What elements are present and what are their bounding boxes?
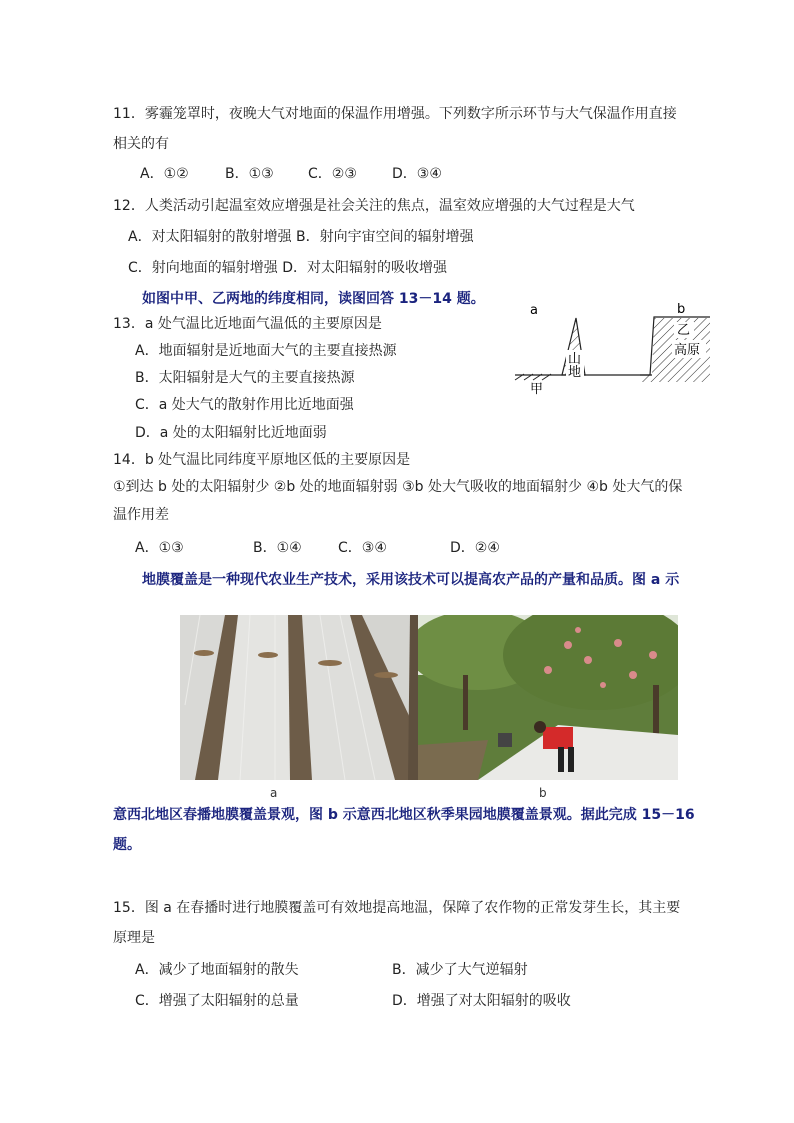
- q11-option-c: C．②③: [308, 166, 357, 182]
- intro-13-14: 如图中甲、乙两地的纬度相同，读图回答 13－14 题。: [142, 291, 485, 307]
- intro-15-16-line1: 地膜覆盖是一种现代农业生产技术，采用该技术可以提高农产品的产量和品质。图 a 示: [142, 572, 680, 588]
- diagram-label-a: a: [530, 303, 538, 318]
- diagram-label-b: b: [677, 302, 686, 317]
- q12-options-line1: A．对太阳辐射的散射增强 B．射向宇宙空间的辐射增强: [128, 229, 474, 245]
- q14-option-b: B．①④: [253, 540, 302, 556]
- intro-15-16-line2: 意西北地区春播地膜覆盖景观，图 b 示意西北地区秋季果园地膜覆盖景观。据此完成 15－16: [113, 807, 695, 823]
- intro-15-16-line3: 题。: [113, 837, 141, 853]
- q13-option-d: D．a 处的太阳辐射比近地面弱: [135, 425, 327, 441]
- q15-stem-line2: 原理是: [113, 930, 155, 946]
- q14-option-c: C．③④: [338, 540, 387, 556]
- q13-option-c: C．a 处大气的散射作用比近地面强: [135, 397, 354, 413]
- q13-option-a: A．地面辐射是近地面大气的主要直接热源: [135, 343, 397, 359]
- q14-option-a: A．①③: [135, 540, 184, 556]
- diagram-label-mountain-2: 地: [568, 365, 582, 380]
- diagram-label-yi: 乙: [677, 323, 691, 338]
- terrain-diagram: [512, 300, 714, 396]
- q15-option-c: C．增强了太阳辐射的总量: [135, 993, 299, 1009]
- q11-stem-line2: 相关的有: [113, 136, 169, 152]
- diagram-label-jia: 甲: [530, 382, 544, 396]
- photo-a-mulch-field: [180, 615, 418, 780]
- q14-detail-line2: 温作用差: [113, 507, 169, 523]
- diagram-label-mountain-1: 山: [568, 352, 582, 367]
- q14-option-d: D．②④: [450, 540, 500, 556]
- q15-option-d: D．增强了对太阳辐射的吸收: [392, 993, 571, 1009]
- photo-a-caption: a: [270, 786, 278, 800]
- q14-detail-line1: ①到达 b 处的太阳辐射少 ②b 处的地面辐射弱 ③b 处大气吸收的地面辐射少 ④b 处大气的保: [113, 479, 683, 495]
- q15-option-b: B．减少了大气逆辐射: [392, 962, 528, 978]
- q12-stem: 12．人类活动引起温室效应增强是社会关注的焦点，温室效应增强的大气过程是大气: [113, 198, 635, 214]
- diagram-label-plateau: 高原: [674, 343, 701, 358]
- q11-option-d: D．③④: [392, 166, 442, 182]
- q14-stem: 14．b 处气温比同纬度平原地区低的主要原因是: [113, 452, 411, 468]
- q12-options-line2: C．射向地面的辐射增强 D．对太阳辐射的吸收增强: [128, 260, 448, 276]
- q11-stem-line1: 11．雾霾笼罩时，夜晚大气对地面的保温作用增强。下列数字所示环节与大气保温作用直接: [113, 106, 677, 122]
- q11-option-a: A．①②: [140, 166, 189, 182]
- photo-b-orchard: [418, 615, 678, 780]
- q13-stem: 13．a 处气温比近地面气温低的主要原因是: [113, 316, 382, 332]
- photo-b-caption: b: [539, 786, 547, 800]
- q11-option-b: B．①③: [225, 166, 274, 182]
- q13-option-b: B．太阳辐射是大气的主要直接热源: [135, 370, 355, 386]
- q15-stem-line1: 15．图 a 在春播时进行地膜覆盖可有效地提高地温，保障了农作物的正常发芽生长，其主要: [113, 900, 681, 916]
- q15-option-a: A．减少了地面辐射的散失: [135, 962, 299, 978]
